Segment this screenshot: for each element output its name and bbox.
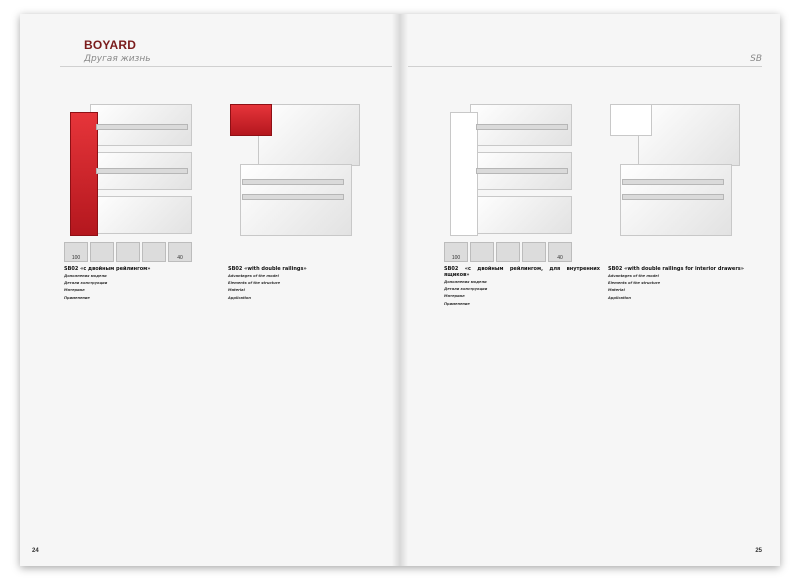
subheading: Материал xyxy=(444,294,465,299)
drawer-image-red-fronts xyxy=(60,94,210,244)
subheading: Advantages of the model xyxy=(608,274,659,278)
subheading: Материал xyxy=(64,288,85,293)
subheading: Детали конструкции xyxy=(444,287,488,292)
page-number: 25 xyxy=(755,548,762,554)
load-100-icon: 100 xyxy=(64,242,88,262)
left-page xyxy=(20,14,400,566)
text-column-ru xyxy=(64,266,220,301)
feature-icons xyxy=(64,242,192,262)
load-100-icon: 100 xyxy=(444,242,468,262)
drawer-image-white-side xyxy=(600,94,750,244)
subheading: Material xyxy=(228,288,245,293)
subheading: Advantages of the model xyxy=(228,274,279,278)
column-heading: SB02 «с двойным рейлингом» xyxy=(64,266,151,272)
text-column-en xyxy=(228,266,384,301)
subheading: Детали конструкции xyxy=(64,281,108,286)
right-page xyxy=(400,14,780,566)
subheading: Elements of the structure xyxy=(608,281,661,286)
rail-icon xyxy=(470,242,494,262)
drawer-image-white-fronts xyxy=(440,94,590,244)
header-divider xyxy=(408,66,762,67)
load-40-icon: 40 xyxy=(168,242,192,262)
subheading: Application xyxy=(228,295,251,300)
subheading: Application xyxy=(608,295,631,300)
subheading: Elements of the structure xyxy=(228,281,281,286)
tagline: Другая жизнь xyxy=(84,54,151,64)
text-column-ru xyxy=(444,266,600,307)
rail-icon xyxy=(90,242,114,262)
subheading: Применение xyxy=(444,301,470,306)
drawer-image-red-side xyxy=(220,94,370,244)
page-number: 24 xyxy=(32,548,39,554)
column-heading: SB02 «with double railings» xyxy=(228,266,307,272)
soft-close-icon xyxy=(496,242,520,262)
subheading: Material xyxy=(608,288,625,293)
drawer-icon xyxy=(522,242,546,262)
subheading: Применение xyxy=(64,295,90,300)
text-column-en xyxy=(608,266,764,301)
subheading: Дополнения модели xyxy=(64,274,107,278)
load-40-icon: 40 xyxy=(548,242,572,262)
feature-icons xyxy=(444,242,572,262)
subheading: Дополнения модели xyxy=(444,280,487,284)
column-heading: SB02 «с двойным рейлингом, для внутренних ящиков» xyxy=(444,266,600,278)
series-label: SB xyxy=(750,54,762,64)
soft-close-icon xyxy=(116,242,140,262)
drawer-icon xyxy=(142,242,166,262)
brand-logo: BOYARD xyxy=(84,38,137,52)
spread-gutter xyxy=(392,14,408,566)
brochure-spread xyxy=(20,14,780,566)
column-heading: SB02 «with double railings for interior drawers» xyxy=(608,266,744,272)
header-divider xyxy=(60,66,392,67)
